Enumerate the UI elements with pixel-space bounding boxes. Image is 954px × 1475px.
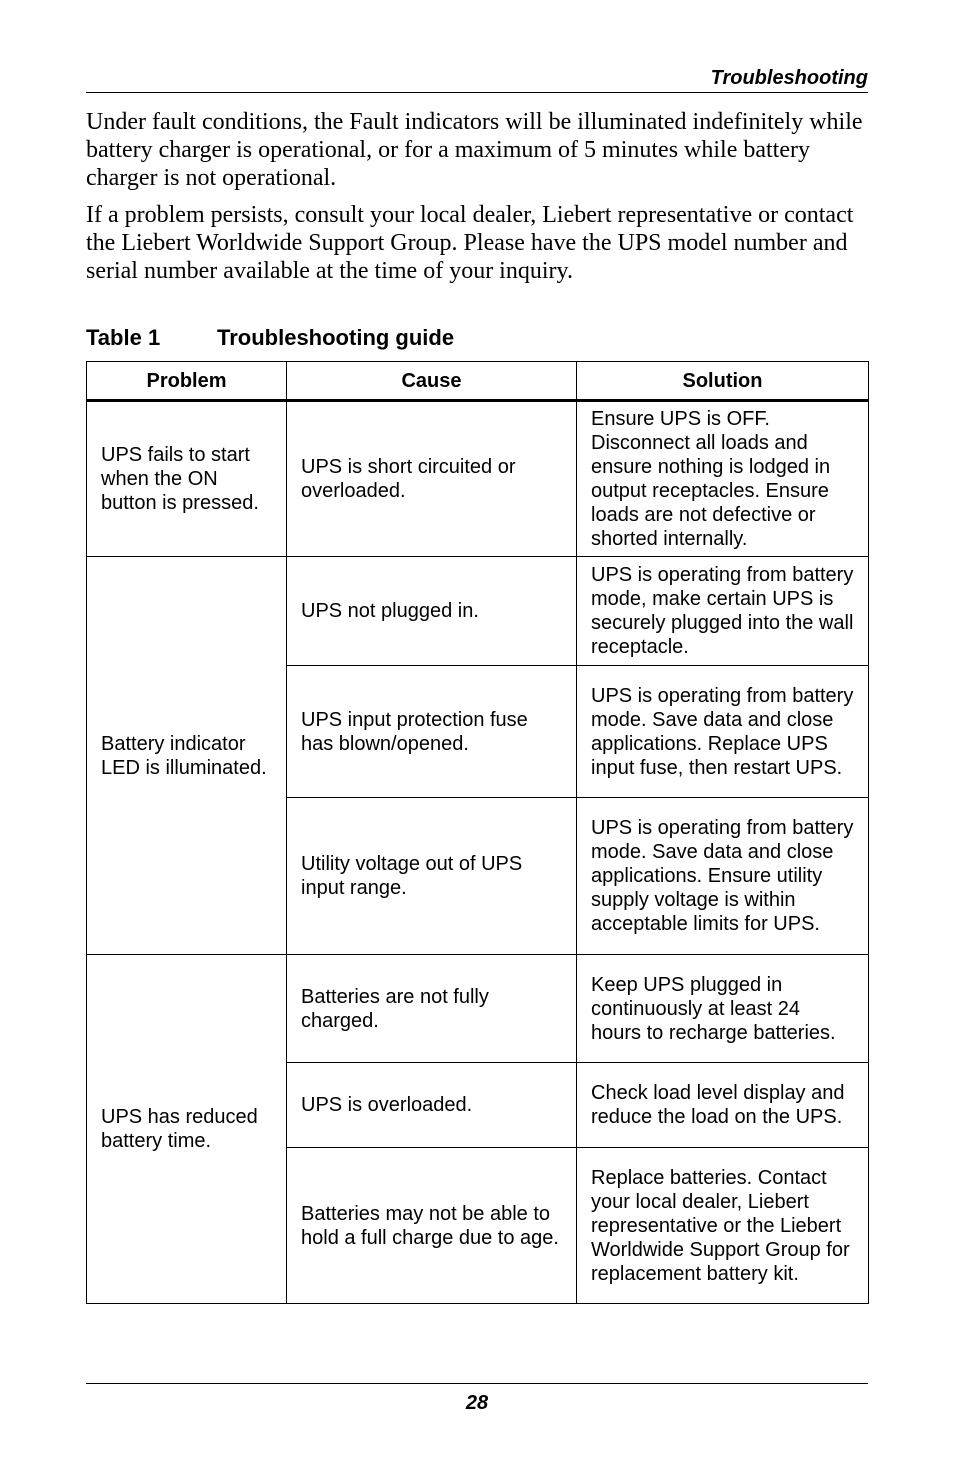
table-row: [87, 955, 869, 1063]
intro-text: [86, 108, 868, 294]
column-header-problem: Problem: [87, 362, 287, 401]
table-header-row: [87, 362, 869, 401]
solution-cell: Ensure UPS is OFF. Disconnect all loads and ensure nothing is lodged in output receptacles. Ensure loads are not defective or shorted internally.: [577, 401, 869, 557]
footer-rule: [86, 1383, 868, 1384]
cause-cell: Utility voltage out of UPS input range.: [287, 798, 577, 955]
running-header: Troubleshooting: [710, 67, 868, 89]
page-number: 28: [465, 1392, 489, 1414]
problem-cell: Battery indicator LED is illuminated.: [87, 557, 287, 955]
intro-paragraph-2: If a problem persists, consult your local dealer, Liebert representative or contact the Liebert Worldwide Support Group. Please have the UPS model number and serial number available at the time of your inquiry.: [86, 202, 854, 284]
cause-cell: Batteries are not fully charged.: [287, 955, 577, 1063]
cause-cell: UPS input protection fuse has blown/opened.: [287, 666, 577, 798]
solution-cell: Keep UPS plugged in continuously at least 24 hours to recharge batteries.: [577, 955, 869, 1063]
solution-cell: UPS is operating from battery mode, make certain UPS is securely plugged into the wall receptacle.: [577, 557, 869, 666]
problem-cell: UPS fails to start when the ON button is pressed.: [87, 401, 287, 557]
column-header-solution: Solution: [577, 362, 869, 401]
column-header-cause: Cause: [287, 362, 577, 401]
cause-cell: UPS not plugged in.: [287, 557, 577, 666]
problem-cell: UPS has reduced battery time.: [87, 955, 287, 1304]
troubleshooting-table: [86, 361, 869, 1304]
table-row: [87, 557, 869, 666]
solution-cell: UPS is operating from battery mode. Save data and close applications. Replace UPS input fuse, then restart UPS.: [577, 666, 869, 798]
solution-cell: UPS is operating from battery mode. Save data and close applications. Ensure utility supply voltage is within acceptable limits for UPS.: [577, 798, 869, 955]
cause-cell: UPS is short circuited or overloaded.: [287, 401, 577, 557]
cause-cell: UPS is overloaded.: [287, 1063, 577, 1148]
table-caption-title: Troubleshooting guide: [217, 325, 455, 350]
table-caption: [86, 324, 868, 352]
solution-cell: Check load level display and reduce the load on the UPS.: [577, 1063, 869, 1148]
header-rule: [86, 92, 868, 93]
table-row: [87, 401, 869, 557]
cause-cell: Batteries may not be able to hold a full charge due to age.: [287, 1148, 577, 1304]
intro-paragraph-1: Under fault conditions, the Fault indicators will be illuminated indefinitely while battery charger is operational, or for a maximum of 5 minutes while battery charger is not operational.: [86, 109, 863, 191]
table-caption-number: Table 1: [86, 325, 161, 350]
solution-cell: Replace batteries. Contact your local dealer, Liebert representative or the Liebert Worldwide Support Group for replacement battery kit.: [577, 1148, 869, 1304]
